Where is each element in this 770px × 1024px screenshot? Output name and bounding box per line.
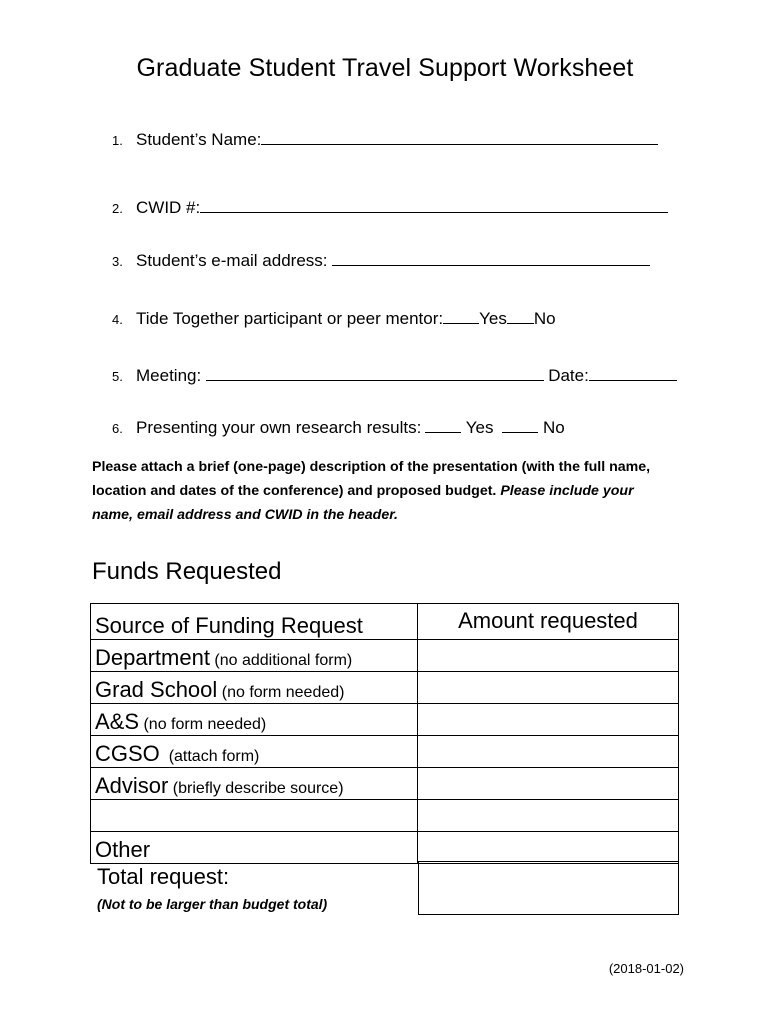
presenting-no-label: No [538,418,565,437]
table-row [91,640,679,672]
source-name: A&S [95,709,140,734]
cwid-label: CWID #: [136,198,201,217]
funds-table [90,603,679,864]
table-row [91,672,679,704]
presenting-label: Presenting your own research results: [136,418,422,437]
cwid-row [112,196,668,218]
tide-yes-field[interactable] [443,307,479,324]
amount-cell-blank[interactable] [418,800,679,832]
table-header-row [91,604,679,640]
total-request-block [90,861,419,916]
tide-yes-label: Yes [479,309,507,328]
date-label: Date: [548,366,589,385]
tide-no-field[interactable] [507,307,534,324]
table-row [91,736,679,768]
source-note: (no additional form) [209,652,353,669]
total-request-label: Total request: [97,864,230,889]
item-number: 4. [112,312,123,327]
header-source: Source of Funding Request [91,604,418,640]
item-number: 5. [112,369,123,384]
amount-cell-advisor[interactable] [418,768,679,800]
source-note: (no form needed) [217,684,345,701]
attachment-instructions [92,455,662,527]
table-row [91,832,679,864]
meeting-field[interactable] [206,364,544,381]
total-request-note: (Not to be larger than budget total) [97,896,328,912]
presenting-no-field[interactable] [502,416,538,433]
source-cell [91,672,418,704]
funds-section-title: Funds Requested [92,558,282,585]
email-row [112,249,650,271]
table-row [91,768,679,800]
source-cell [91,832,418,864]
tide-no-label: No [533,309,556,328]
source-name: Department [95,645,210,670]
amount-cell-grad-school[interactable] [418,672,679,704]
meeting-row [112,364,677,386]
amount-cell-department[interactable] [418,640,679,672]
amount-cell-as[interactable] [418,704,679,736]
source-note: (attach form) [159,748,260,765]
instructions-text: Please attach a brief (one-page) description of the presentation (with the full name, location and dates of the conference) and proposed budget. [92,459,651,499]
page-title: Graduate Student Travel Support Worksheet [136,54,634,82]
student-name-field[interactable] [261,128,658,145]
table-row [91,800,679,832]
presenting-yes-label: Yes [461,418,499,437]
source-cell [91,640,418,672]
header-amount: Amount requested [418,604,679,640]
student-name-row [112,128,658,150]
tide-together-label: Tide Together participant or peer mentor: [136,309,444,328]
presenting-yes-field[interactable] [425,416,461,433]
source-cell [91,704,418,736]
presenting-row [112,416,565,438]
item-number: 1. [112,133,123,148]
cwid-field[interactable] [200,196,668,213]
source-name: Grad School [95,677,218,702]
student-name-label: Student’s Name: [136,130,262,149]
source-name: Advisor [95,773,169,798]
source-note: (no form needed) [139,716,267,733]
email-field[interactable] [332,249,650,266]
item-number: 3. [112,254,123,269]
item-number: 2. [112,201,123,216]
instructions-italic-text: Please include your name, email address and CWID in the header. [92,483,634,523]
date-field[interactable] [589,364,677,381]
source-cell [91,768,418,800]
amount-cell-cgso[interactable] [418,736,679,768]
tide-together-row [112,307,556,329]
advisor-source-description-cell[interactable] [91,800,418,832]
revision-date: (2018-01-02) [608,961,684,976]
total-request-amount-field[interactable] [418,861,679,915]
meeting-label: Meeting: [136,366,202,385]
table-row [91,704,679,736]
item-number: 6. [112,421,123,436]
email-label: Student’s e-mail address: [136,251,328,270]
source-name: Other [95,837,151,862]
source-name: CGSO [95,741,160,766]
source-cell [91,736,418,768]
amount-cell-other[interactable] [418,832,679,864]
source-note: (briefly describe source) [168,780,344,797]
